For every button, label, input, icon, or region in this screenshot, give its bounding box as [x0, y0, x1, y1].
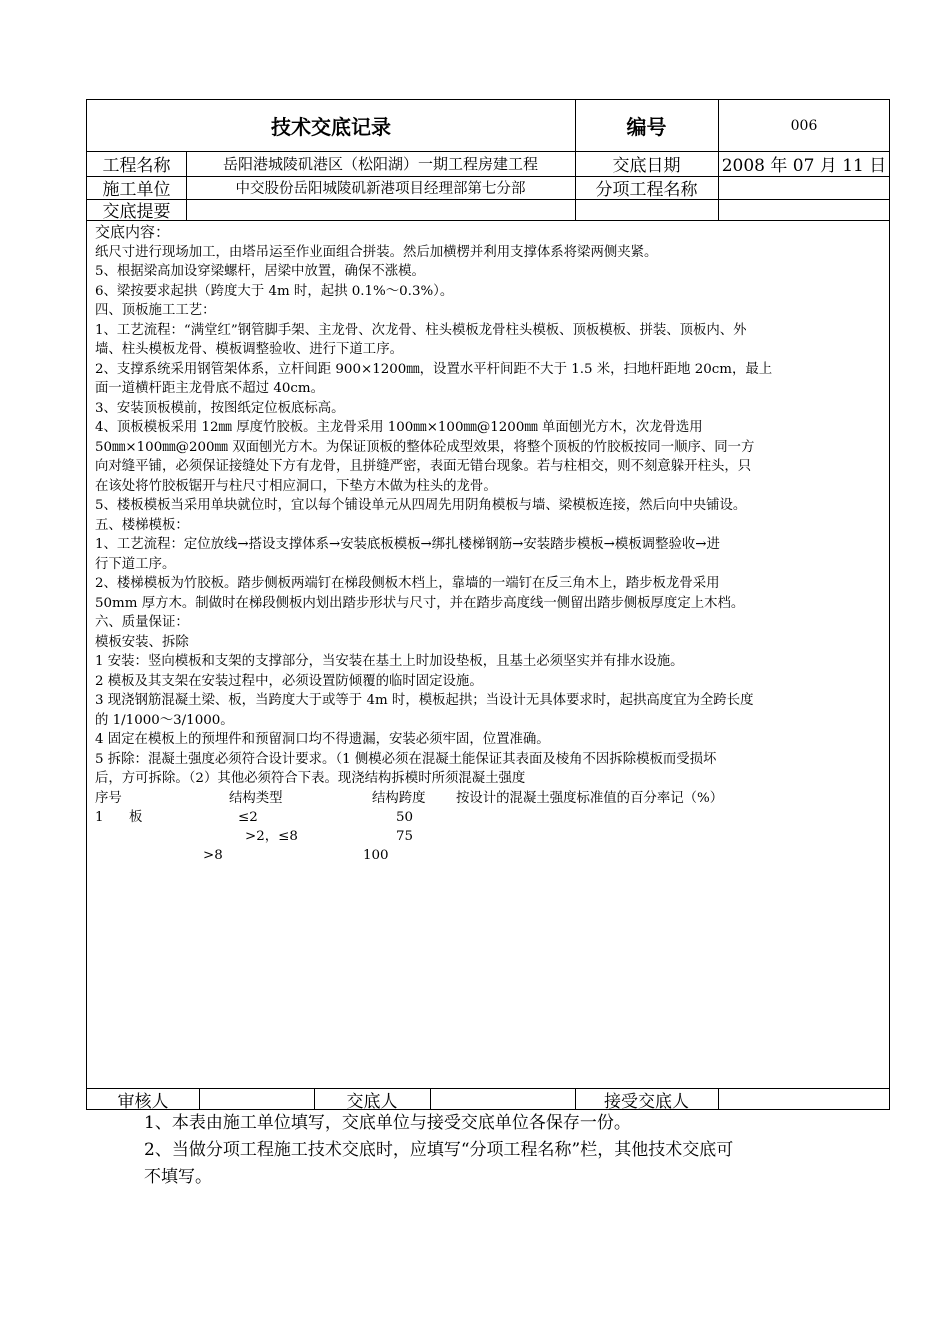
- discloser-label: 交底人: [346, 1091, 398, 1110]
- content-line: 2、楼梯模板为竹胶板。踏步侧板两端钉在梯段侧板木档上，靠墙的一端钉在反三角木上，踏步板龙骨采用: [95, 576, 720, 591]
- content-line: 六、质量保证：: [95, 615, 189, 630]
- content-lines: [95, 243, 885, 789]
- receiver-value: [718, 1088, 890, 1110]
- content-line: 纸尺寸进行现场加工，由塔吊运至作业面组合拼装。然后加横楞并利用支撑体系将梁两侧夹紧。: [95, 244, 658, 260]
- date-label: 交底日期: [612, 156, 681, 176]
- strength-table-row: [95, 846, 885, 865]
- row-divider: [87, 220, 889, 221]
- disclosure-content: [95, 223, 885, 865]
- strength-table-row: [95, 808, 885, 827]
- table-header-no: 序号: [95, 790, 122, 806]
- content-line: 五、楼梯模板：: [95, 517, 189, 533]
- table-cell-pct: 100: [363, 847, 389, 863]
- content-line: 50㎜×100㎜@200㎜ 双面刨光方木。为保证顶板的整体砼成型效果，将整个顶板的竹胶板按同一顺序、同一方: [95, 439, 755, 455]
- content-heading: 交底内容：: [95, 223, 171, 241]
- content-line: 4 固定在模板上的预埋件和预留洞口均不得遗漏，安装必须牢固，位置准确。: [95, 732, 550, 747]
- reviewer-label: 审核人: [117, 1091, 169, 1110]
- content-line: 5、根据梁高加设穿梁螺杆，居梁中放置，确保不涨模。: [95, 264, 425, 279]
- note-item: 1、本表由施工单位填写，交底单位与接受交底单位各保存一份。: [144, 1113, 631, 1133]
- content-line: 50mm 厚方木。制做时在梯段侧板内划出踏步形状与尺寸，并在踏步高度线一侧留出踏步侧板厚度定上木档。: [95, 595, 745, 611]
- content-line: 行下道工序。: [95, 556, 176, 572]
- content-line: 后，方可拆除。（2）其他必须符合下表。现浇结构拆模时所须混凝土强度: [95, 771, 526, 786]
- table-cell-span: ≤2: [238, 809, 258, 825]
- table-header-pct: 按设计的混凝土强度标准值的百分率记（%）: [456, 790, 724, 806]
- content-line: 5 拆除：混凝土强度必须符合设计要求。（1 侧模必须在混凝土能保证其表面及棱角不因拆除模板而受损坏: [95, 751, 717, 767]
- table-header-type: 结构类型: [229, 790, 283, 806]
- number-label: 编号: [626, 115, 667, 139]
- table-cell-pct: 50: [396, 809, 414, 825]
- table-cell-pct: 75: [396, 828, 414, 844]
- summary-label: 交底提要: [102, 202, 171, 220]
- table-cell-no: 1: [95, 809, 104, 825]
- content-line: 的 1/1000～3/1000。: [95, 712, 234, 728]
- content-line: 在该处将竹胶板锯开与柱尺寸相应洞口，下垫方木做为柱头的龙骨。: [95, 478, 497, 494]
- note-item: 不填写。: [144, 1167, 212, 1187]
- form-notes: [144, 1110, 733, 1191]
- table-header-span: 结构跨度: [372, 790, 426, 806]
- table-cell-span: >2，≤8: [245, 828, 298, 844]
- content-line: 2、支撑系统采用钢管架体系，立杆间距 900×1200㎜，设置水平杆间距不大于 1.5 米，扫地杆距地 20cm，最上: [95, 361, 773, 377]
- content-line: 1、工艺流程：“满堂红”钢管脚手架、主龙骨、次龙骨、柱头模板龙骨柱头模板、顶板模板、拼装、顶板内、外: [95, 322, 747, 338]
- reviewer-value: [199, 1088, 314, 1110]
- content-line: 向对缝平铺，必须保证接缝处下方有龙骨，且拼缝严密，表面无错台现象。若与柱相交，则不刻意躲开柱头，只: [95, 459, 752, 474]
- sub-project-label: 分项工程名称: [595, 180, 698, 199]
- sub-project-value: [718, 176, 890, 199]
- project-name-value: 岳阳港城陵矶港区（松阳湖）一期工程房建工程: [222, 155, 538, 173]
- content-line: 1 安装：竖向模板和支架的支撑部分，当安装在基土上时加设垫板，且基土必须坚实并有排水设施。: [95, 654, 684, 669]
- content-line: 四、顶板施工工艺：: [95, 303, 216, 318]
- content-line: 6、梁按要求起拱（跨度大于 4m 时，起拱 0.1%～0.3%）。: [95, 283, 454, 299]
- content-line: 模板安装、拆除: [95, 634, 189, 650]
- discloser-value: [430, 1088, 575, 1110]
- date-value: 2008 年 07 月 11 日: [721, 156, 887, 176]
- content-line: 墙、柱头模板龙骨、模板调整验收、进行下道工序。: [95, 342, 403, 357]
- receiver-label: 接受交底人: [604, 1091, 689, 1110]
- content-line: 3、安装顶板模前，按图纸定位板底标高。: [95, 400, 345, 416]
- content-line: 3 现浇钢筋混凝土梁、板，当跨度大于或等于 4m 时，模板起拱；当设计无具体要求时，起拱高度宜为全跨长度: [95, 693, 754, 708]
- content-line: 1、工艺流程：定位放线→搭设支撑体系→安装底板模板→绑扎楼梯钢筋→安装踏步模板→模板调整验收→进: [95, 537, 720, 552]
- content-line: 5、楼板模板当采用单块就位时，宜以每个铺设单元从四周先用阴角模板与墙、梁模板连接，然后向中央铺设。: [95, 498, 747, 513]
- form-title: 技术交底记录: [271, 115, 391, 139]
- content-line: 2 模板及其支架在安装过程中，必须设置防倾覆的临时固定设施。: [95, 673, 483, 689]
- disclosure-form: [86, 99, 890, 1110]
- project-name-label: 工程名称: [102, 156, 171, 176]
- content-line: 面一道横杆距主龙骨底不超过 40cm。: [95, 381, 324, 396]
- note-item: 2、当做分项工程施工技术交底时，应填写“分项工程名称”栏，其他技术交底可: [144, 1140, 734, 1160]
- unit-value: 中交股份岳阳城陵矶新港项目经理部第七分部: [235, 181, 526, 197]
- unit-label: 施工单位: [102, 180, 171, 199]
- content-line: 4、顶板模板采用 12㎜ 厚度竹胶板。主龙骨采用 100㎜×100㎜@1200㎜ 单面刨光方木，次龙骨选用: [95, 420, 703, 435]
- number-value: 006: [790, 117, 818, 134]
- strength-table-row: [95, 827, 885, 846]
- strength-table-header: [95, 789, 885, 808]
- table-cell-span: >8: [203, 847, 223, 863]
- summary-value: [186, 199, 889, 220]
- table-cell-type: 板: [129, 809, 143, 825]
